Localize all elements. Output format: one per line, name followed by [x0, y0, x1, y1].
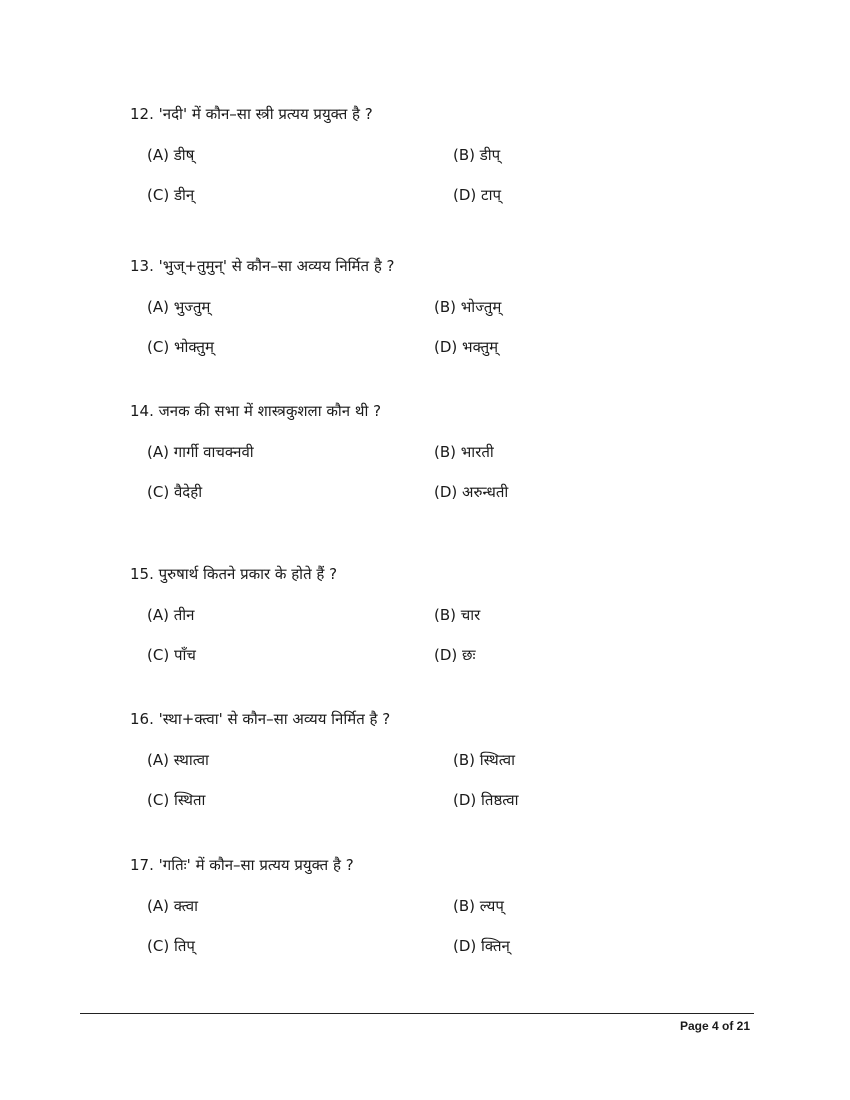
option-a: (A) गार्गी वाचक्नवी: [147, 443, 254, 461]
page-number: Page 4 of 21: [679, 1019, 750, 1033]
option-d: (D) छः: [434, 646, 476, 664]
question-text: [130, 855, 354, 875]
option-d: (D) तिष्ठत्वा: [453, 791, 519, 809]
question-prompt: 'गतिः' में कौन–सा प्रत्यय प्रयुक्त है ?: [158, 856, 354, 874]
option-a: (A) डीष्: [147, 146, 195, 164]
option-d: (D) क्तिन्: [453, 937, 510, 955]
question-text: [130, 104, 373, 124]
question-prompt: पुरुषार्थ कितने प्रकार के होते हैं ?: [158, 565, 338, 583]
footer-divider: [80, 1013, 754, 1014]
question-text: [130, 256, 395, 276]
question-number: 15.: [130, 565, 154, 583]
option-c: (C) वैदेही: [147, 483, 203, 501]
question-text: [130, 401, 381, 421]
question-prompt: 'स्था+क्त्वा' से कौन–सा अव्यय निर्मित है ?: [158, 710, 391, 728]
option-b: (B) चार: [434, 606, 481, 624]
option-b: (B) भोज्तुम्: [434, 298, 502, 316]
option-d: (D) अरुन्धती: [434, 483, 509, 501]
option-b: (B) ल्यप्: [453, 897, 504, 915]
question-prompt: 'भुज्+तुमुन्' से कौन–सा अव्यय निर्मित है ?: [158, 257, 395, 275]
option-c: (C) भोक्तुम्: [147, 338, 214, 356]
option-d: (D) भक्तुम्: [434, 338, 499, 356]
option-c: (C) तिप्: [147, 937, 195, 955]
question-number: 16.: [130, 710, 154, 728]
option-a: (A) भुज्तुम्: [147, 298, 211, 316]
question-number: 12.: [130, 105, 154, 123]
option-a: (A) तीन: [147, 606, 195, 624]
option-c: (C) स्थिता: [147, 791, 206, 809]
option-a: (A) स्थात्वा: [147, 751, 209, 769]
option-c: (C) डीन्: [147, 186, 195, 204]
option-a: (A) क्त्वा: [147, 897, 198, 915]
question-text: [130, 709, 390, 729]
option-d: (D) टाप्: [453, 186, 501, 204]
question-number: 17.: [130, 856, 154, 874]
option-c: (C) पाँच: [147, 646, 196, 664]
option-b: (B) भारती: [434, 443, 494, 461]
option-b: (B) स्थित्वा: [453, 751, 515, 769]
question-number: 14.: [130, 402, 154, 420]
question-prompt: जनक की सभा में शास्त्रकुशला कौन थी ?: [158, 402, 382, 420]
question-text: [130, 564, 337, 584]
question-prompt: 'नदी' में कौन–सा स्त्री प्रत्यय प्रयुक्त है ?: [158, 105, 373, 123]
question-number: 13.: [130, 257, 154, 275]
option-b: (B) डीप्: [453, 146, 501, 164]
